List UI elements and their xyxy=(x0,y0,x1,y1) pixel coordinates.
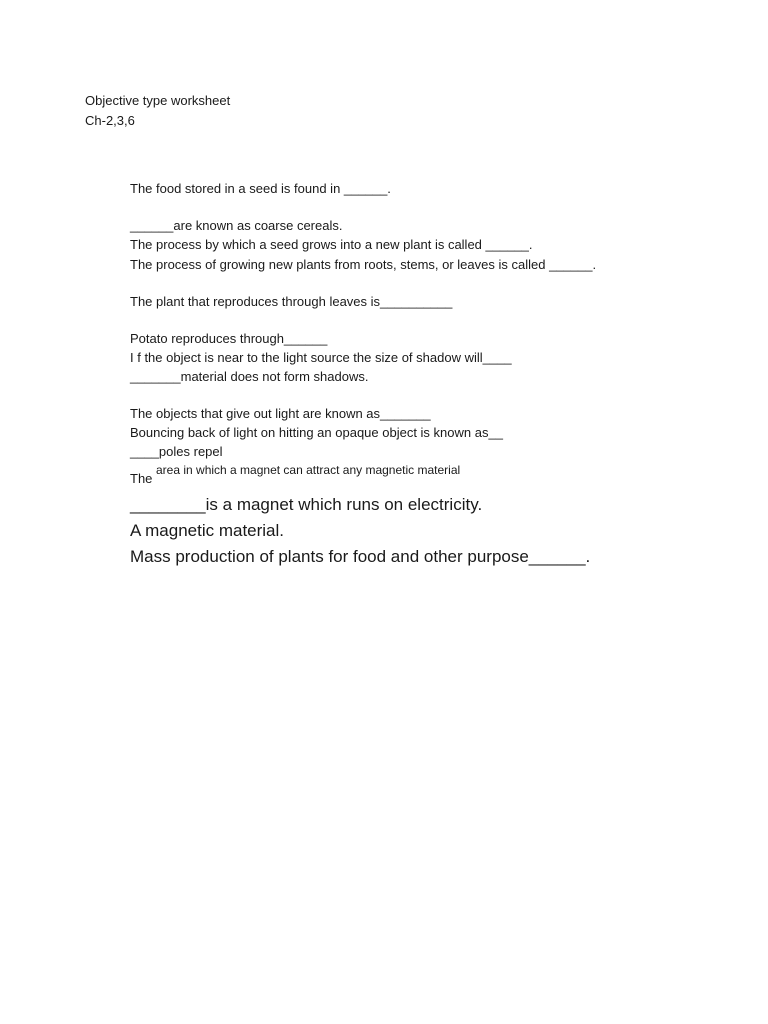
worksheet-title: Objective type worksheet xyxy=(85,93,231,108)
question-text: Potato reproduces through______ xyxy=(130,331,328,346)
worksheet-chapters: Ch-2,3,6 xyxy=(85,113,135,128)
question-text: _______material does not form shadows. xyxy=(130,369,369,384)
question-text: The plant that reproduces through leaves is__________ xyxy=(130,294,453,309)
question-text: The food stored in a seed is found in ______. xyxy=(130,181,391,196)
question-text: A magnetic material. xyxy=(130,521,285,540)
question-text: I f the object is near to the light source the size of shadow will____ xyxy=(130,350,512,365)
question-text: ______are known as coarse cereals. xyxy=(130,218,343,233)
question-text: The process of growing new plants from roots, stems, or leaves is called ______. xyxy=(130,257,597,272)
question-text: ________is a magnet which runs on electricity. xyxy=(130,495,483,514)
question-text: Mass production of plants for food and other purpose______. xyxy=(130,547,591,566)
question-text: The objects that give out light are known as_______ xyxy=(130,406,431,421)
question-text: The xyxy=(130,471,153,486)
question-raised-text: area in which a magnet can attract any magnetic material xyxy=(156,463,461,477)
question-text: ____poles repel xyxy=(130,444,223,459)
question-text: The process by which a seed grows into a new plant is called ______. xyxy=(130,237,533,252)
question-text: Bouncing back of light on hitting an opaque object is known as__ xyxy=(130,425,503,440)
